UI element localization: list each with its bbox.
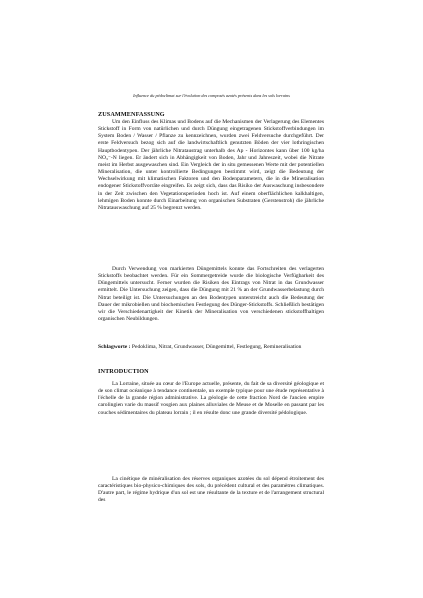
keywords-label: Schlagworte : xyxy=(98,344,131,350)
running-head: Influence du pédoclimat sur l'évolution des composés azotés présents dans les sols lorrains xyxy=(133,93,290,98)
paragraph-text: Um den Einfluss des Klimas und Bodens auf die Mechanismen der Verlagerung des Elementes Stickstoff in Form von natürlichen und durch Düngung eingetragenen Stickstoffverbindungen im System Boden / Wasser / Pflanze zu kennzeichnen, wurden zwei Feldversuche durchgeführt. Der erste Feldversuch bezog sich auf die landwirtschaftlich genutzten Böden der vier lothringischen Hauptbodentypen. Der jährliche Nitrataustrag unterhalb des Ap - Horizontes kann über 100 kg/ha NO₃⁻-N liegen. Er ändert sich in Abhängigkeit von Boden, Jahr und Jahreszeit, wobei die Nitrate meist im Herbst ausgewaschen sind. Ein Vergleich der in situ gemessenen Werte mit der potentiellen Mineralisation, die unter kontrollierte Bedingungen bestimmt wird, zeigt die Bedeutung der Wechselwirkung mit klimatischen Faktoren und den Bodenparametern, die in die Mineralisation endogener Stickstoffvorräte eingreifen. Es zeigt sich, dass das Risiko der Auswaschung insbesondere in der Zeit zwischen den Vegetationsperioden hoch ist. Auf einem oberflächlichen kalkhaltigen, lehmigen Boden konnte durch Einarbeitung von organischen Substraten (Gerstenstroh) die jährliche Nitratauswaschung auf 25 % begrenzt werden. xyxy=(98,119,324,211)
introduction-paragraph-1 xyxy=(98,381,324,417)
zusammenfassung-paragraph-2 xyxy=(98,266,324,323)
keywords-block xyxy=(98,344,324,351)
zusammenfassung-heading: ZUSAMMENFASSUNG xyxy=(98,111,165,118)
paragraph-text: La cinétique de minéralisation des réserves organiques azotées du sol dépend étroitement des caractéristiques bio-physico-chimiques des sols, du précédent cultural et des paramètres climatiques. D'autre part, le régime hydrique d'un sol est une résultante de la texture et de l'arrangement structural des xyxy=(98,476,324,504)
keywords-text: Pedoklima, Nitrat, Grundwasser, Düngemittel, Festlegung, Remineralisation xyxy=(131,344,302,350)
introduction-paragraph-2 xyxy=(98,476,324,505)
introduction-heading: INTRODUCTION xyxy=(98,368,149,375)
paragraph-text: La Lorraine, située au cœur de l'Europe actuelle, présente, du fait de sa diversité géologique et de son climat océanique à tendance continentale, un exemple typique pour une étude représentative à l'échelle de la grande région administrative. La géologie de cette fraction Nord de l'ancien empire carolingien varie du massif vosgien aux plaines alluviales de Meuse et de Moselle en passant par les couches sédimentaires du plateau lorrain ; il en résulte donc une grande diversité pédologique. xyxy=(98,381,324,416)
paragraph-text: Durch Verwendung von markierten Düngemittels konnte das Fortschreiten des verlagerten Stickstoffs beobachtet werden. Für ein Sommergetreide wurde die biologische Verfügbarkeit des Düngemittels untersucht. Ferner wurden die Risiken des Eintrags von Nitrat in das Grundwasser ermittelt. Die Untersuchung zeigen, dass die Düngung mit 21 % an der Grundwasserbelastung durch Nitrat beteiligt ist. Die Untersuchungen an den Bodentypen unterstreicht auch die Bedeutung der Dauer der mikrobiellen und biochemischen Festlegung des Dünger-Stickstoffs. Schließlich bestätigen wir die Verschiedenartigkeit der Kinetik der Mineralisation von verschiedenen stickstoffhaltigen organischen Neubildungen. xyxy=(98,266,324,323)
zusammenfassung-paragraph-1 xyxy=(98,119,324,212)
